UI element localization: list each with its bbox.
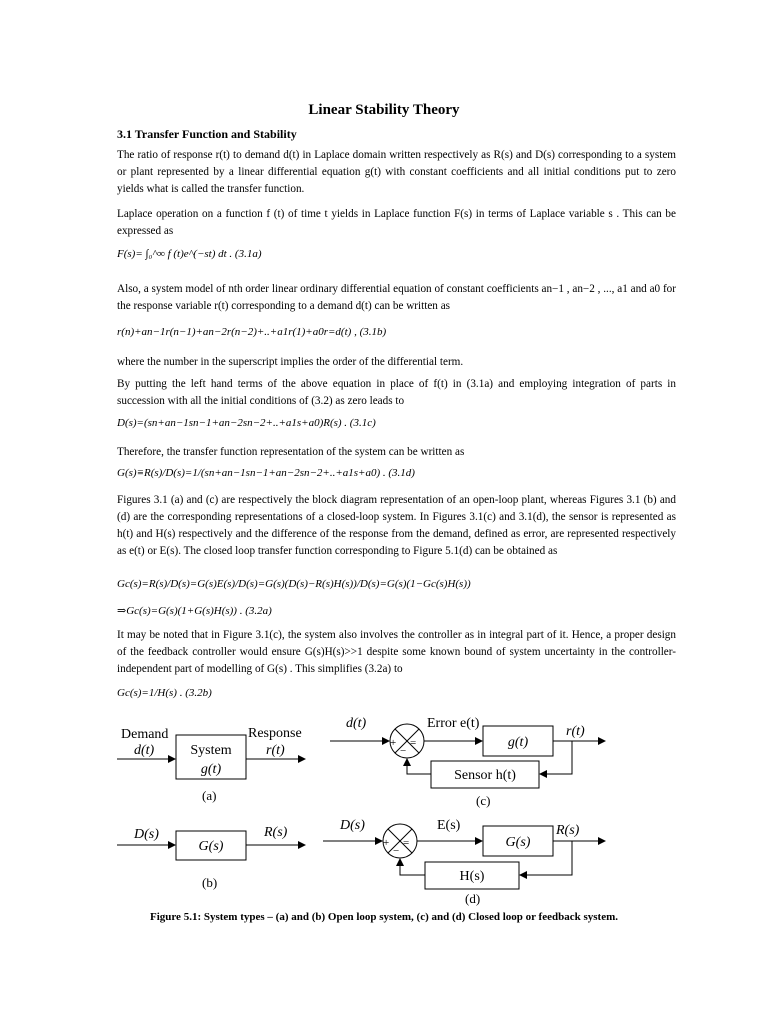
equation-gc: Gc(s)=R(s)/D(s)=G(s)E(s)/D(s)=G(s)(D(s)−R(s)H(s))/D(s)=G(s)(1−Gc(s)H(s)) <box>117 578 471 590</box>
paragraph-6: Therefore, the transfer function representation of the system can be written as <box>117 446 465 458</box>
d-block-label: G(s) <box>505 835 531 850</box>
equation-3-1c: D(s)=(sn+an−1sn−1+an−2sn−2+..+a1s+a0)R(s) . (3.1c) <box>117 417 376 429</box>
paragraph-2: Laplace operation on a function f (t) of time t yields in Laplace function F(s) in terms of Laplace variable s . This can be expressed as <box>117 208 676 237</box>
c-error-label: Error e(t) <box>427 716 480 731</box>
paragraph-8: It may be noted that in Figure 3.1(c), the system also involves the controller as in integral part of it. Hence, a proper design of the feedback controller would ensure G(s)H(s)>>1 despite some known bound of system uncertainty in the controller-independent part of modelling of G(s) . This simplifies (3.2a) to <box>117 629 676 675</box>
diagram-b <box>117 825 305 890</box>
c-sensor-label: Sensor h(t) <box>454 768 516 783</box>
b-input-label: D(s) <box>134 827 159 842</box>
a-response-var: r(t) <box>266 743 285 758</box>
d-input-label: D(s) <box>340 818 365 833</box>
block-diagram-figure <box>0 700 768 910</box>
c-output-label: r(t) <box>566 724 585 739</box>
c-figure-label: (c) <box>476 793 491 808</box>
section-heading: 3.1 Transfer Function and Stability <box>117 127 297 141</box>
c-minus-sign: − <box>400 745 407 757</box>
diagram-d <box>323 818 605 906</box>
a-demand-var: d(t) <box>134 743 155 758</box>
paragraph-7: Figures 3.1 (a) and (c) are respectively the block diagram representation of an open-loop plant, whereas Figures 3.1 (b) and (d) are the corresponding representations of a closed-loop system. In Figures 3.1(c) and 3.1(d), the sensor is represented as h(t) and H(s) respectively and the difference of the response from the demand, defined as error, are represented respectively as e(t) or E(s). The closed loop transfer function corresponding to Figure 5.1(d) can be obtained as <box>117 494 676 557</box>
equation-3-1a: F(s)= ∫₀^∞ f (t)e^(−st) dt . (3.1a) <box>117 248 262 260</box>
a-block-function: g(t) <box>200 762 222 777</box>
paragraph-3: Also, a system model of nth order linear ordinary differential equation of constant coefficients an−1 , an−2 , ..., a1 and a0 for the response variable r(t) corresponding to a demand d(t) can be written as <box>117 283 676 312</box>
a-demand-label: Demand <box>121 727 169 742</box>
d-error-label: E(s) <box>437 818 461 833</box>
equation-3-2b: Gc(s)=1/H(s) . (3.2b) <box>117 687 212 699</box>
d-equal-sign: = <box>403 837 410 849</box>
c-feedback-path <box>540 741 572 774</box>
a-figure-label: (a) <box>202 788 217 803</box>
c-sensor-return <box>407 759 431 774</box>
equation-3-1d: G(s)≡R(s)/D(s)=1/(sn+an−1sn−1+an−2sn−2+..+a1s+a0) . (3.1d) <box>117 467 415 479</box>
page-title: Linear Stability Theory <box>308 102 460 118</box>
paragraph-5: By putting the left hand terms of the above equation in place of f(t) in (3.1a) and employing integration of parts in succession with all the initial conditions of (3.2) as zero leads to <box>117 378 676 407</box>
paragraph-4: where the number in the superscript implies the order of the differential term. <box>117 356 464 368</box>
c-equal-sign: = <box>410 737 417 749</box>
figure-caption: Figure 5.1: System types – (a) and (b) Open loop system, (c) and (d) Closed loop or feedback system. <box>149 911 618 923</box>
d-sensor-return <box>400 859 425 875</box>
d-sensor-label: H(s) <box>459 869 485 884</box>
c-block-label: g(t) <box>507 735 529 750</box>
d-minus-sign: − <box>393 845 400 857</box>
b-figure-label: (b) <box>202 875 218 890</box>
c-plus-sign: + <box>390 737 397 749</box>
b-output-label: R(s) <box>264 825 288 840</box>
equation-3-1b: r(n)+an−1r(n−1)+an−2r(n−2)+..+a1r(1)+a0r=d(t) , (3.1b) <box>117 326 387 338</box>
diagram-c <box>330 716 605 808</box>
d-output-label: R(s) <box>556 823 580 838</box>
c-input-label: d(t) <box>346 716 367 731</box>
d-plus-sign: + <box>383 837 390 849</box>
a-response-label: Response <box>248 726 302 741</box>
d-figure-label: (d) <box>465 891 481 906</box>
a-block-label: System <box>190 743 232 758</box>
b-block-label: G(s) <box>198 839 224 854</box>
paragraph-1: The ratio of response r(t) to demand d(t) in Laplace domain written respectively as R(s) and D(s) corresponding to a system or plant represented by a linear differential equation g(t) with constant coefficients and all initial conditions put to zero yields what is called the transfer function. <box>117 149 676 195</box>
equation-3-2a: ⇒Gc(s)=G(s)(1+G(s)H(s)) . (3.2a) <box>117 605 272 617</box>
diagram-a <box>117 726 305 803</box>
